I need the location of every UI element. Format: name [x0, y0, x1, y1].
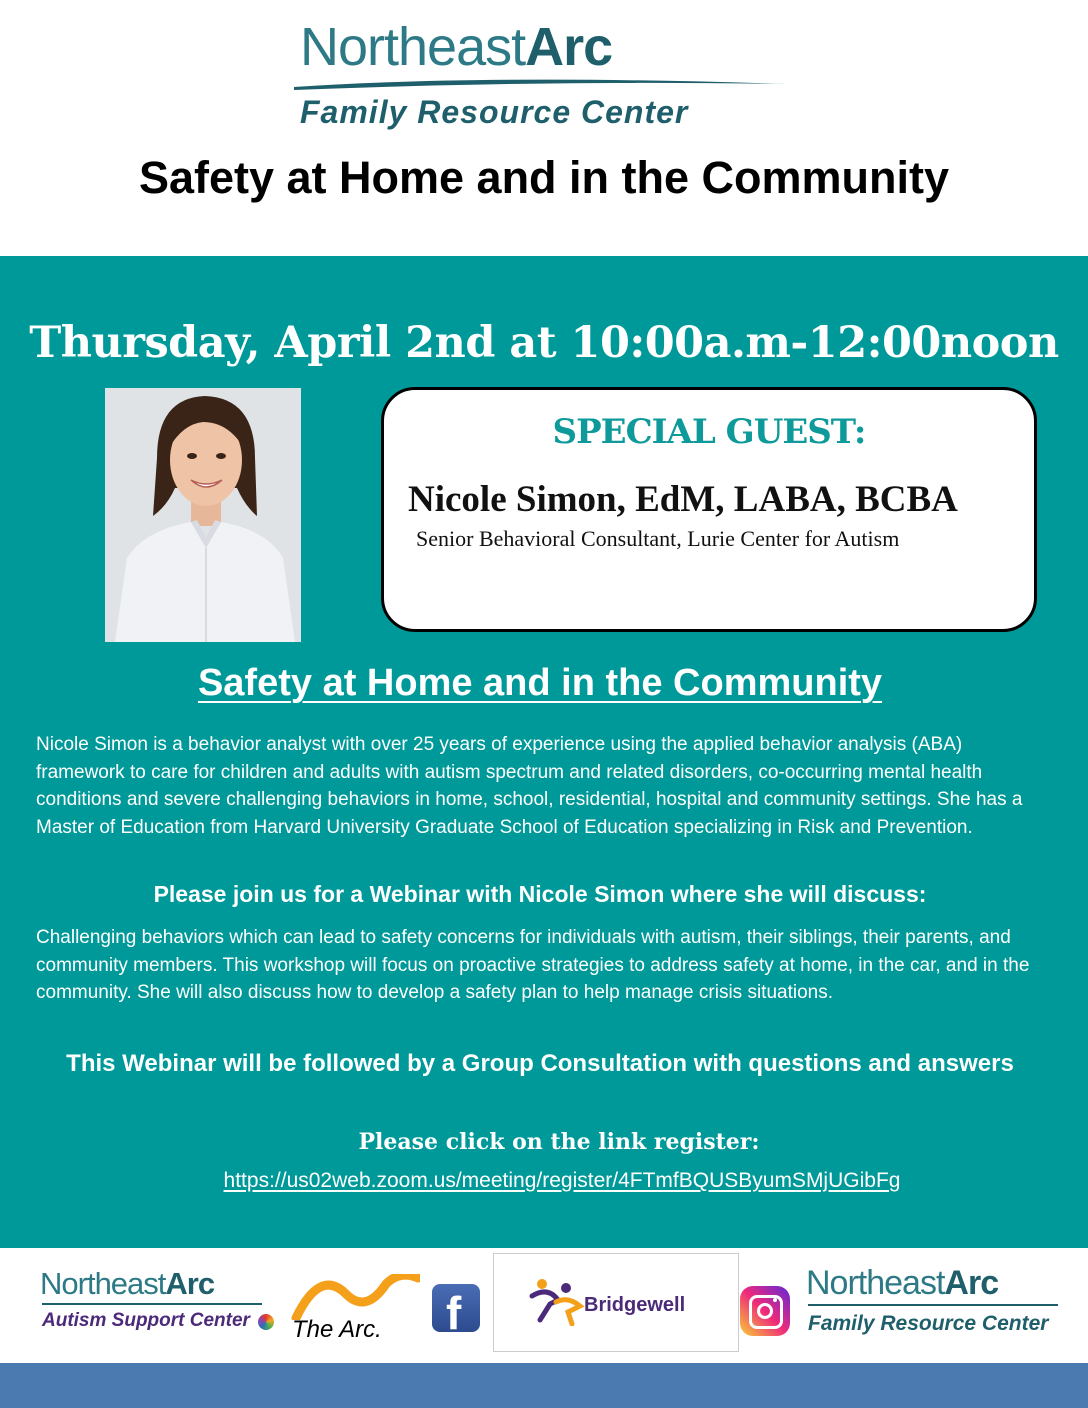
footer-logos — [0, 1248, 1088, 1363]
follow-heading: This Webinar will be followed by a Group Consultation with questions and answers — [66, 1050, 1014, 1077]
register-link[interactable]: https://us02web.zoom.us/meeting/register/4FTmfBQUSByumSMjUGibFg — [223, 1169, 901, 1192]
frc-logo-brand-bold: Arc — [944, 1264, 999, 1302]
frc-logo-swoosh — [808, 1304, 1058, 1306]
webinar-description: Challenging behaviors which can lead to safety concerns for individuals with autism, their siblings, their parents, and community members. This workshop will focus on proactive strategies to address safety at home, in the car, and in the community. She will also discuss how to develop a safety plan to help manage crisis situations. — [36, 927, 1030, 1004]
logo-subtitle: Family Resource Center — [300, 94, 689, 130]
logo-brand-light: Northeast — [300, 17, 526, 77]
guest-role: Senior Behavioral Consultant, Lurie Center for Autism — [416, 526, 900, 551]
bridgewell-logo — [493, 1253, 739, 1352]
the-arc-text: The Arc. — [292, 1316, 382, 1343]
autism-logo-brand — [40, 1266, 214, 1302]
header — [0, 0, 1088, 256]
join-heading: Please join us for a Webinar with Nicole Simon where she will discuss: — [153, 881, 927, 907]
speaker-portrait-icon — [105, 388, 301, 642]
speaker-photo — [105, 388, 301, 642]
special-guest-box — [381, 387, 1037, 632]
event-date: Thursday, April 2nd at 10:00a.m-12:00noon — [29, 318, 1059, 368]
instagram-icon[interactable] — [740, 1286, 790, 1336]
event-panel — [0, 256, 1088, 1248]
guest-name: Nicole Simon, EdM, LABA, BCBA — [408, 479, 958, 520]
autism-logo-swoosh — [42, 1303, 262, 1305]
special-guest-label: SPECIAL GUEST: — [552, 412, 866, 452]
facebook-glyph: f — [446, 1287, 462, 1339]
autism-logo-subtitle: Autism Support Center — [42, 1310, 250, 1331]
autism-logo-brand-light: Northeast — [40, 1266, 166, 1301]
autism-logo-brand-bold: Arc — [165, 1266, 215, 1301]
bridgewell-text: Bridgewell — [584, 1294, 686, 1316]
instagram-dot — [773, 1298, 777, 1302]
logo-brand — [300, 16, 612, 78]
facebook-icon[interactable] — [432, 1284, 480, 1339]
northeast-arc-frc-logo — [290, 14, 790, 129]
register-instruction: Please click on the link register: — [358, 1129, 760, 1155]
color-wheel-icon — [258, 1314, 274, 1330]
the-arc-logo — [290, 1274, 420, 1344]
autism-support-center-logo — [40, 1266, 280, 1336]
family-resource-center-logo — [806, 1264, 1076, 1344]
frc-logo-brand-light: Northeast — [806, 1264, 945, 1302]
logo-swoosh-icon — [290, 76, 790, 92]
the-arc-swoosh-icon — [290, 1274, 420, 1320]
bottom-bar — [0, 1363, 1088, 1408]
speaker-bio: Nicole Simon is a behavior analyst with over 25 years of experience using the applied behavior analysis (ABA) framework to care for children and adults with autism spectrum and related disorders, co-occurring mental health conditions and severe challenging behaviors in home, school, residential, hospital and community settings. She has a Master of Education from Harvard University Graduate School of Education specializing in Risk and Prevention. — [36, 734, 1023, 839]
page-title: Safety at Home and in the Community — [138, 152, 950, 203]
logo-brand-bold: Arc — [525, 17, 613, 77]
frc-logo-subtitle: Family Resource Center — [808, 1312, 1049, 1335]
instagram-lens — [757, 1303, 773, 1319]
frc-logo-brand — [806, 1264, 998, 1303]
section-title-text: Safety at Home and in the Community — [197, 662, 883, 704]
bridgewell-figures-icon — [528, 1276, 588, 1326]
section-title — [0, 662, 1080, 705]
